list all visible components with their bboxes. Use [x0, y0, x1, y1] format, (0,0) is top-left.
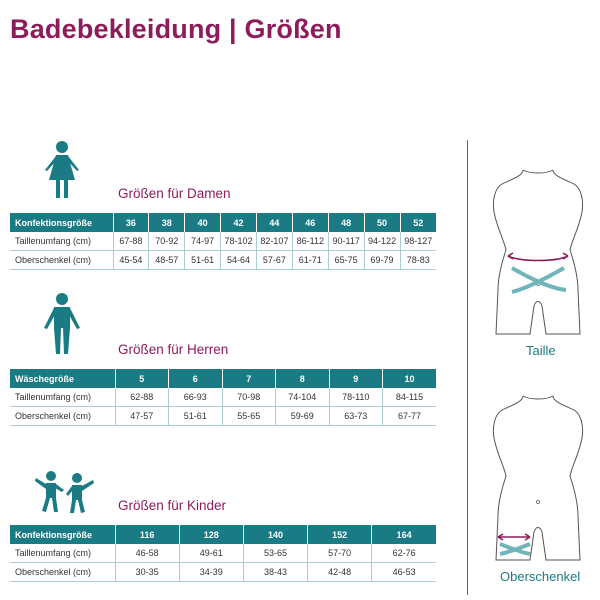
table-cell: 59-69	[276, 407, 330, 426]
caption-taille: Taille	[526, 343, 556, 358]
table-cell: 67-88	[113, 232, 149, 251]
table-cell: 51-61	[185, 251, 221, 270]
table-header: 42	[221, 213, 257, 232]
table-cell: 67-77	[383, 407, 437, 426]
table-cell: 55-65	[222, 407, 276, 426]
table-cell: 57-67	[257, 251, 293, 270]
table-cell: 84-115	[383, 388, 437, 407]
damen-heading: Größen für Damen	[118, 186, 231, 201]
table-header: 152	[308, 525, 372, 544]
table-cell: 70-92	[149, 232, 185, 251]
table-row	[10, 232, 436, 251]
table-cell: 78-102	[221, 232, 257, 251]
table-header: Wäschegröße	[10, 369, 115, 388]
table-cell: 78-83	[400, 251, 436, 270]
table-cell: 65-75	[328, 251, 364, 270]
herren-size-table	[10, 369, 436, 426]
table-cell: 74-97	[185, 232, 221, 251]
table-cell: 48-57	[149, 251, 185, 270]
table-cell: Taillenumfang (cm)	[10, 544, 115, 563]
table-row	[10, 388, 436, 407]
man-icon	[40, 292, 84, 356]
mannequin-waist-icon	[490, 166, 586, 340]
table-cell: 38-43	[243, 563, 307, 582]
table-cell: 34-39	[179, 563, 243, 582]
vertical-divider	[467, 140, 468, 595]
kinder-heading: Größen für Kinder	[118, 498, 227, 513]
table-header: 6	[169, 369, 223, 388]
table-cell: 82-107	[257, 232, 293, 251]
table-row	[10, 251, 436, 270]
table-cell: Oberschenkel (cm)	[10, 251, 113, 270]
table-cell: 57-70	[308, 544, 372, 563]
table-row	[10, 544, 436, 563]
damen-size-table	[10, 213, 436, 270]
table-cell: Taillenumfang (cm)	[10, 232, 113, 251]
table-cell: 74-104	[276, 388, 330, 407]
table-header: 36	[113, 213, 149, 232]
table-header: 140	[243, 525, 307, 544]
table-header: 50	[364, 213, 400, 232]
table-cell: 30-35	[115, 563, 179, 582]
table-cell: 46-53	[372, 563, 436, 582]
table-cell: 45-54	[113, 251, 149, 270]
table-header: 9	[329, 369, 383, 388]
table-header: 164	[372, 525, 436, 544]
table-cell: 62-88	[115, 388, 169, 407]
table-cell: 90-117	[328, 232, 364, 251]
table-cell: 78-110	[329, 388, 383, 407]
page-title: Badebekleidung | Größen	[10, 14, 342, 44]
table-header: 5	[115, 369, 169, 388]
table-cell: 94-122	[364, 232, 400, 251]
table-header: 10	[383, 369, 437, 388]
table-header: 7	[222, 369, 276, 388]
table-cell: Taillenumfang (cm)	[10, 388, 115, 407]
table-cell: 61-71	[292, 251, 328, 270]
table-cell: 63-73	[329, 407, 383, 426]
table-header: 46	[292, 213, 328, 232]
table-cell: 86-112	[292, 232, 328, 251]
table-cell: 42-48	[308, 563, 372, 582]
kinder-size-table	[10, 525, 436, 582]
table-cell: 98-127	[400, 232, 436, 251]
table-header: 52	[400, 213, 436, 232]
table-cell: 70-98	[222, 388, 276, 407]
table-header: 8	[276, 369, 330, 388]
table-header: 116	[115, 525, 179, 544]
table-header: 40	[185, 213, 221, 232]
table-header: Konfektionsgröße	[10, 525, 115, 544]
woman-icon	[40, 140, 84, 200]
children-icon	[33, 470, 97, 514]
table-cell: 69-79	[364, 251, 400, 270]
table-cell: 51-61	[169, 407, 223, 426]
table-header: Konfektionsgröße	[10, 213, 113, 232]
table-header: 38	[149, 213, 185, 232]
table-cell: 46-58	[115, 544, 179, 563]
table-cell: 49-61	[179, 544, 243, 563]
mannequin-thigh-icon	[490, 392, 586, 568]
herren-heading: Größen für Herren	[118, 342, 229, 357]
table-header: 48	[328, 213, 364, 232]
table-cell: 66-93	[169, 388, 223, 407]
table-cell: 53-65	[243, 544, 307, 563]
table-cell: Oberschenkel (cm)	[10, 407, 115, 426]
table-row	[10, 563, 436, 582]
table-cell: 62-76	[372, 544, 436, 563]
table-cell: 54-64	[221, 251, 257, 270]
table-cell: 47-57	[115, 407, 169, 426]
caption-oberschenkel: Oberschenkel	[500, 569, 581, 584]
table-row	[10, 407, 436, 426]
table-cell: Oberschenkel (cm)	[10, 563, 115, 582]
table-header: 44	[257, 213, 293, 232]
table-header: 128	[179, 525, 243, 544]
